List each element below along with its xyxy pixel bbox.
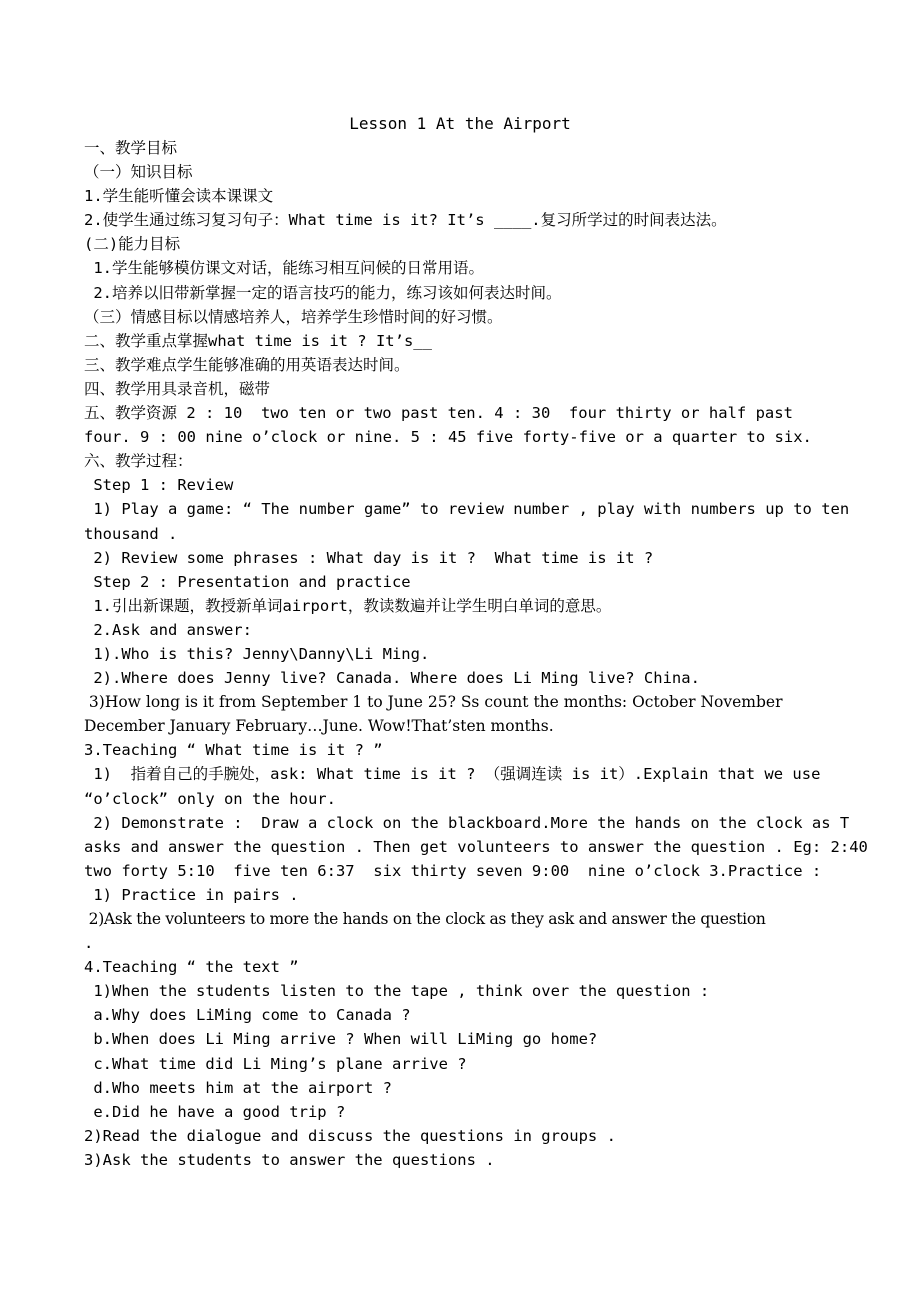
- section-heading-objectives: 一、教学目标: [84, 139, 178, 157]
- objective-line: 2.培养以旧带新掌握一定的语言技巧的能力，练习该如何表达时间。: [84, 283, 562, 302]
- question-item: a.Why does LiMing come to Canada ?: [84, 1006, 411, 1025]
- question-item: e.Did he have a good trip ?: [84, 1102, 346, 1121]
- section-heading-key-points: 二、教学重点掌握what time is it ? It’s__: [84, 331, 432, 350]
- teaching-heading: 3.Teaching “ What time is it ? ”: [84, 741, 383, 760]
- subsection-knowledge-objectives: （一）知识目标: [84, 163, 193, 182]
- step-item: 3)How long is it from September 1 to June 25? Ss count the months: October November: [84, 693, 783, 712]
- objective-line: 2.使学生通过练习复习句子：What time is it? It’s ____.复习所学过的时间表达法。: [84, 211, 727, 230]
- step-item: 2) Demonstrate : Draw a clock on the blackboard.More the hands on the clock as T: [84, 813, 850, 832]
- subsection-emotional-objectives: （三）情感目标以情感培养人，培养学生珍惜时间的好习惯。: [84, 307, 503, 326]
- step-heading: Step 1 : Review: [84, 476, 234, 495]
- section-heading-process: 六、教学过程：: [84, 452, 193, 471]
- step-item: 1).Who is this? Jenny\Danny\Li Ming.: [84, 644, 430, 663]
- step-item: 2) Review some phrases : What day is it ? What time is it ?: [84, 548, 654, 567]
- question-item: c.What time did Li Ming’s plane arrive ?: [84, 1054, 467, 1073]
- subsection-ability-objectives: (二)能力目标: [84, 235, 181, 254]
- step-heading: Step 2 : Presentation and practice: [84, 572, 411, 591]
- section-heading-difficult-points: 三、教学难点学生能够准确的用英语表达时间。: [84, 355, 410, 374]
- document-title: Lesson 1 At the Airport: [349, 114, 571, 133]
- step-item: 3)Ask the students to answer the questions .: [84, 1150, 495, 1169]
- step-item-continued: .: [84, 934, 94, 953]
- step-item: 1) Play a game: “ The number game” to review number , play with numbers up to ten: [84, 500, 850, 519]
- document-body: [84, 136, 868, 1172]
- resources-line: four. 9 : 00 nine o’clock or nine. 5 : 45 five forty-five or a quarter to six.: [84, 428, 812, 447]
- question-item: b.When does Li Ming arrive ? When will LiMing go home?: [84, 1030, 598, 1049]
- step-item: 2)Read the dialogue and discuss the questions in groups .: [84, 1126, 616, 1145]
- teaching-heading: 4.Teaching “ the text ”: [84, 958, 299, 977]
- step-item-continued: two forty 5:10 five ten 6:37 six thirty seven 9:00 nine o’clock 3.Practice :: [84, 861, 822, 880]
- step-item-continued: thousand .: [84, 524, 178, 543]
- step-item: 1.引出新课题，教授新单词airport，教读数遍并让学生明白单词的意思。: [84, 596, 612, 615]
- step-item: 1) Practice in pairs .: [84, 885, 299, 904]
- section-heading-resources: 五、教学资源 2 : 10 two ten or two past ten. 4 : 30 four thirty or half past: [84, 404, 793, 423]
- step-item-continued: “o’clock” only on the hour.: [84, 789, 336, 808]
- objective-line: 1.学生能听懂会读本课课文: [84, 187, 274, 206]
- step-item: 2).Where does Jenny live? Canada. Where does Li Ming live? China.: [84, 669, 700, 688]
- question-item: d.Who meets him at the airport ?: [84, 1078, 392, 1097]
- step-item-continued: asks and answer the question . Then get volunteers to answer the question . Eg: 2:40: [84, 837, 868, 856]
- step-item: 2)Ask the volunteers to more the hands on the clock as they ask and answer the question: [84, 910, 766, 928]
- step-item: 2.Ask and answer:: [84, 620, 252, 639]
- objective-line: 1.学生能够模仿课文对话，能练习相互问候的日常用语。: [84, 259, 484, 278]
- step-item-continued: December January February…June. Wow!That’sten months.: [84, 717, 554, 736]
- section-heading-teaching-aids: 四、教学用具录音机，磁带: [84, 379, 271, 398]
- step-item: 1) 指着自己的手腕处，ask: What time is it ? （强调连读 is it）.Explain that we use: [84, 765, 821, 784]
- step-item: 1)When the students listen to the tape , think over the question :: [84, 982, 710, 1001]
